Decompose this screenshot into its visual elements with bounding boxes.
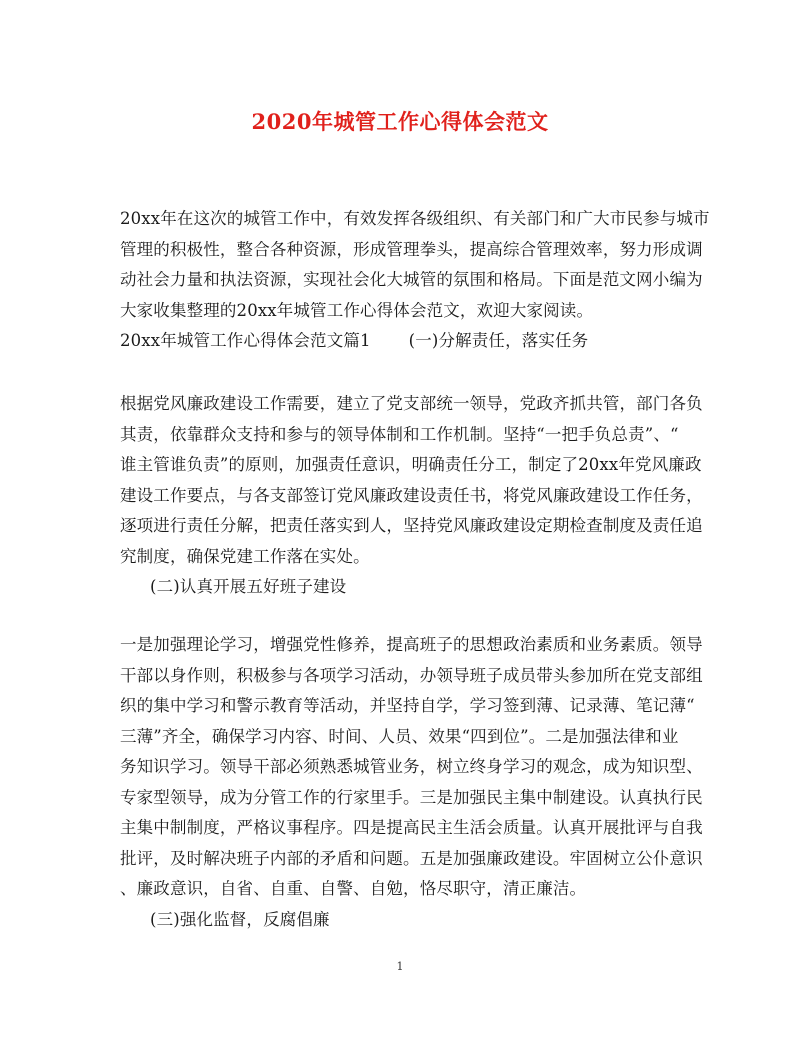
- chapter-heading: 20xx年城管工作心得体会范文篇1: [120, 331, 371, 350]
- section2-line: 织的集中学习和警示教育等活动，并坚持自学，学习签到薄、记录薄、笔记薄“: [120, 696, 695, 715]
- document-title: 2020年城管工作心得体会范文: [251, 109, 549, 134]
- section1-paragraph: [120, 389, 703, 603]
- intro-line: 管理的积极性，整合各种资源，形成管理拳头，提高综合管理效率，努力形成调: [120, 239, 703, 259]
- section1-line: 建设工作要点，与各支部签订党风廉政建设责任书，将党风廉政建设工作任务，: [120, 485, 703, 505]
- section1-line: 根据党风廉政建设工作需要，建立了党支部统一领导，党政齐抓共管，部门各负: [120, 394, 703, 413]
- intro-paragraph: [120, 204, 710, 357]
- section2-line: 批评，及时解决班子内部的矛盾和问题。五是加强廉政建设。牢固树立公仆意识: [120, 848, 703, 868]
- section2-line: 、廉政意识，自省、自重、自警、自勉，恪尽职守，清正廉洁。: [120, 879, 587, 898]
- section1-line: 究制度，确保党建工作落在实处。: [120, 546, 370, 566]
- section1-line: 谁主管谁负责”的原则，加强责任意识，明确责任分工，制定了20xx年党风廉政: [120, 455, 702, 474]
- section2-line: 主集中制制度，严格议事程序。四是提高民主生活会质量。认真开展批评与自我: [120, 818, 703, 837]
- intro-line: 动社会力量和执法资源，实现社会化大城管的氛围和格局。下面是范文网小编为: [120, 270, 703, 289]
- section3-heading: (三)强化监督，反腐倡廉: [150, 909, 330, 929]
- section2-line: 干部以身作则，积极参与各项学习活动，办领导班子成员带头参加所在党支部组: [120, 665, 703, 685]
- page-number: 1: [396, 960, 404, 973]
- section2-line: 三薄”齐全，确保学习内容、时间、人员、效果“四到位”。二是加强法律和业: [120, 726, 679, 746]
- section2-line: 一是加强理论学习，增强党性修养，提高班子的思想政治素质和业务素质。领导: [120, 635, 703, 654]
- section2-heading: (二)认真开展五好班子建设: [150, 577, 347, 596]
- section1-heading: (一)分解责任，落实任务: [408, 331, 589, 350]
- chapter-heading-line: [120, 326, 685, 357]
- intro-line: 大家收集整理的20xx年城管工作心得体会范文，欢迎大家阅读。: [120, 300, 594, 320]
- section1-line: 逐项进行责任分解，把责任落实到人，坚持党风廉政建设定期检查制度及责任追: [120, 516, 703, 535]
- section2-paragraph: [120, 630, 703, 935]
- section2-line: 务知识学习。领导干部必须熟悉城管业务，树立终身学习的观念，成为知识型、: [120, 757, 703, 776]
- section2-line: 专家型领导，成为分管工作的行家里手。三是加强民主集中制建设。认真执行民: [120, 787, 703, 807]
- intro-line: 20xx年在这次的城管工作中，有效发挥各级组织、有关部门和广大市民参与城市: [120, 209, 710, 228]
- section1-line: 其责，依靠群众支持和参与的领导体制和工作机制。坚持“一把手负总责”、“: [120, 424, 679, 444]
